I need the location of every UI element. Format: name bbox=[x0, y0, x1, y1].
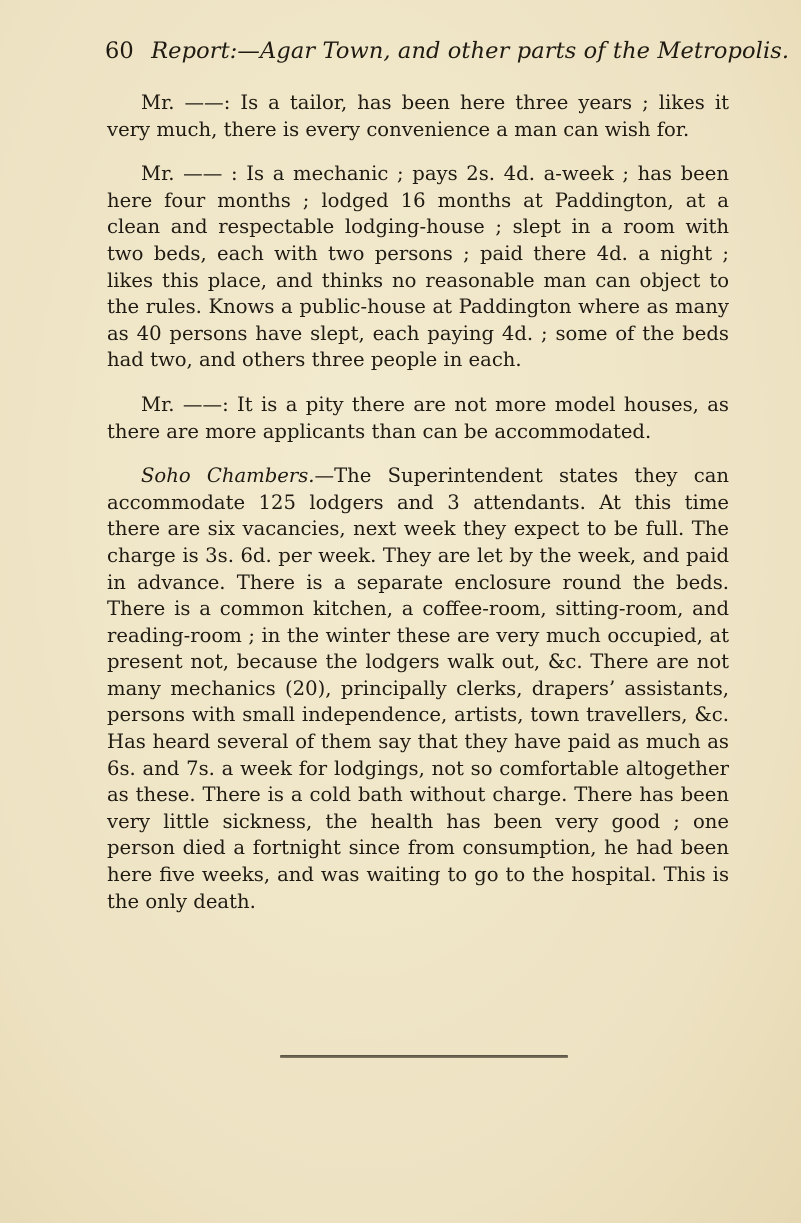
soho-text: —The Superintendent states they can accommodate 125 lodgers and 3 attendants. At this time there are six vacancies, next week they expect to be full. The charge is 3s. 6d. per week. They are let by the week, and paid in advance. There is a separate enclosure round the beds. There is a common kitchen, a coffee-room, sitting-room, and reading-room ; in the winter these are very much occupied, at present not, because the lodgers walk out, &c. There are not many mechanics (20), principally clerks, drapers’ assistants, persons with small independence, artists, town travellers, &c. Has heard several of them say that they have paid as much as 6s. and 7s. a week for lodgings, not so comfortable altogether as these. There is a cold bath without charge. There has been very little sickness, the health has been very good ; one person died a fortnight since from consumption, he had been here five weeks, and was waiting to go to the hospital. This is the only death. bbox=[107, 464, 729, 913]
paragraph-tailor: Mr. ——: Is a tailor, has been here three years ; likes it very much, there is every convenience a man can wish for. bbox=[107, 91, 729, 141]
running-header bbox=[105, 38, 790, 64]
running-title: Report:—Agar Town, and other parts of the Metropolis. bbox=[151, 38, 790, 64]
end-rule bbox=[280, 1055, 568, 1058]
section-heading-soho: Soho Chambers. bbox=[141, 464, 315, 488]
page-number: 60 bbox=[105, 38, 134, 64]
paragraph-mechanic: Mr. —— : Is a mechanic ; pays 2s. 4d. a-week ; has been here four months ; lodged 16 months at Paddington, at a clean and respectable lodging-house ; slept in a room with two beds, each with two persons ; paid there 4d. a night ; likes this place, and thinks no reasonable man can object to the rules. Knows a public-house at Paddington where as many as 40 persons have slept, each paying 4d. ; some of the beds had two, and others three people in each. bbox=[107, 162, 729, 372]
paragraph-soho-chambers bbox=[107, 463, 729, 915]
paragraph-model-houses: Mr. ——: It is a pity there are not more model houses, as there are more applicants than can be accommodated. bbox=[107, 392, 729, 443]
body-text bbox=[107, 90, 729, 933]
